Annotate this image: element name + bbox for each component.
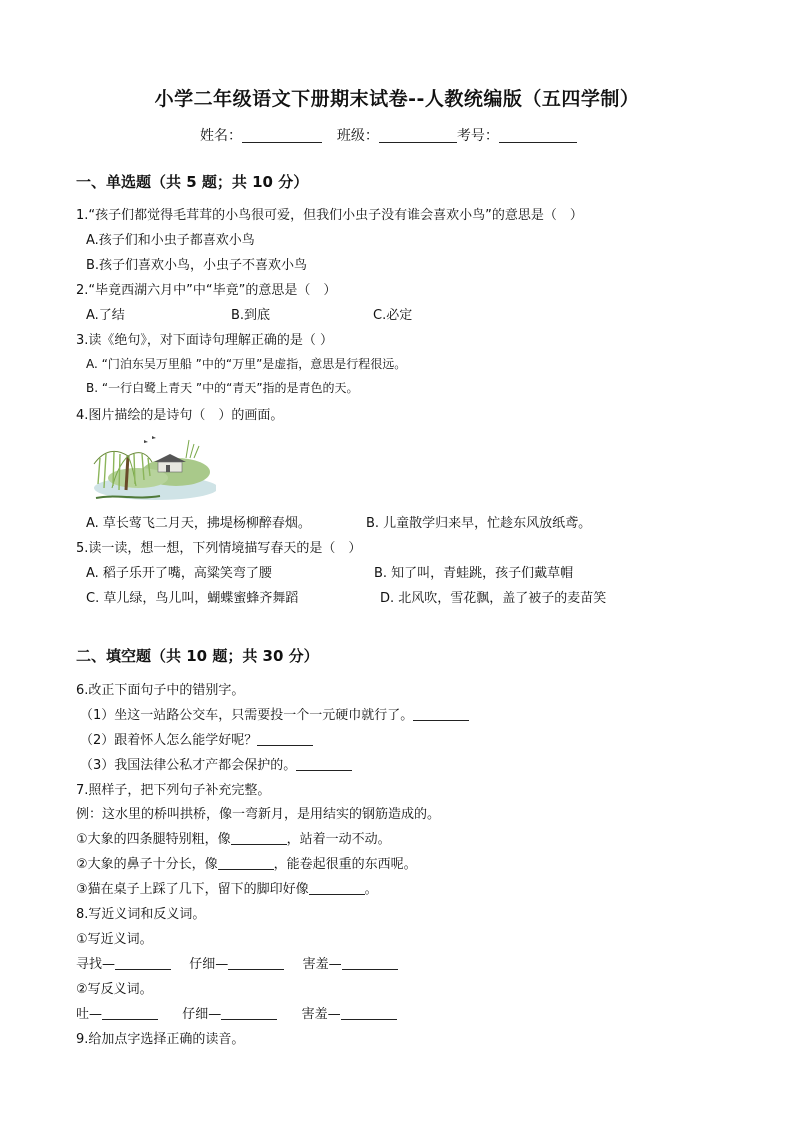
question-3-stem: 3.读《绝句》，对下面诗句理解正确的是（ ）: [76, 333, 334, 348]
answer-blank[interactable]: [342, 957, 398, 970]
class-blank[interactable]: [379, 128, 457, 143]
question-8-part-1: ①写近义词。: [76, 932, 153, 947]
word-prompt: 害羞—: [301, 1007, 341, 1022]
question-2-option-b[interactable]: B.到底: [231, 308, 271, 323]
answer-blank[interactable]: [296, 758, 352, 771]
question-2-option-a[interactable]: A.了结: [86, 308, 125, 323]
question-3-option-b[interactable]: B. “一行白鹭上青天 ”中的“青天”指的是青色的天。: [86, 381, 359, 395]
answer-blank[interactable]: [257, 733, 313, 746]
name-label: 姓名：: [200, 128, 242, 144]
question-5-option-d[interactable]: D. 北风吹，雪花飘，盖了被子的麦苗笑: [380, 591, 607, 606]
answer-blank[interactable]: [218, 857, 274, 870]
class-label: 班级：: [336, 128, 379, 144]
sentence-suffix: ，能卷起很重的东西呢。: [273, 857, 417, 872]
word-prompt: 害羞—: [302, 957, 342, 972]
sentence-prefix: ①大象的四条腿特别粗，像: [76, 832, 231, 847]
answer-blank[interactable]: [221, 1007, 277, 1020]
page-title: 小学二年级语文下册期末试卷--人教统编版（五四学制）: [154, 88, 640, 110]
answer-blank[interactable]: [231, 832, 287, 845]
sentence-text: （2）跟着怀人怎么能学好呢？: [80, 733, 258, 748]
word-prompt: 寻找—: [76, 957, 116, 972]
question-5-stem: 5.读一读，想一想，下列情境描写春天的是（ ）: [76, 541, 362, 556]
sentence-text: （1）坐这一站路公交车，只需要投一个一元硬巾就行了。: [80, 708, 414, 723]
section-heading-fill-in: 二、填空题（共 10 题；共 30 分）: [76, 647, 319, 665]
answer-blank[interactable]: [228, 957, 284, 970]
question-9-stem: 9.给加点字选择正确的读音。: [76, 1032, 245, 1047]
student-info-row: [200, 125, 577, 145]
question-6-sentence-2: [80, 729, 313, 748]
word-prompt: 吐—: [76, 1007, 103, 1022]
sentence-suffix: 。: [364, 882, 378, 897]
question-4-option-a[interactable]: A. 草长莺飞二月天，拂堤杨柳醉春烟。: [86, 516, 311, 531]
question-7-sentence-1: [76, 828, 391, 847]
question-1-option-a[interactable]: A.孩子们和小虫子都喜欢小鸟: [86, 233, 255, 248]
question-6-stem: 6.改正下面句子中的错别字。: [76, 683, 245, 698]
sentence-suffix: ，站着一动不动。: [286, 832, 391, 847]
question-8-stem: 8.写近义词和反义词。: [76, 907, 206, 922]
question-7-sentence-2: [76, 853, 417, 872]
question-4-stem: 4.图片描绘的是诗句（ ）的画面。: [76, 408, 284, 423]
question-1-option-b[interactable]: B.孩子们喜欢小鸟，小虫子不喜欢小鸟: [86, 258, 308, 273]
question-6-sentence-1: [80, 704, 469, 723]
question-2-option-c[interactable]: C.必定: [373, 308, 413, 323]
sentence-text: （3）我国法律公私才产都会保护的。: [80, 758, 297, 773]
question-7-sentence-3: [76, 878, 378, 897]
section-heading-single-choice: 一、单选题（共 5 题；共 10 分）: [76, 173, 309, 191]
name-blank[interactable]: [242, 128, 322, 143]
willow-landscape-image: [86, 428, 216, 506]
answer-blank[interactable]: [102, 1007, 158, 1020]
answer-blank[interactable]: [115, 957, 171, 970]
question-1-stem: 1.“孩子们都觉得毛茸茸的小鸟很可爱，但我们小虫子没有谁会喜欢小鸟”的意思是（ ）: [76, 208, 583, 223]
question-5-option-c[interactable]: C. 草儿绿，鸟儿叫，蝴蝶蜜蜂齐舞蹈: [86, 591, 299, 606]
answer-blank[interactable]: [413, 708, 469, 721]
question-8-synonym-row: [76, 953, 398, 972]
question-6-sentence-3: [80, 754, 352, 773]
question-8-part-2: ②写反义词。: [76, 982, 153, 997]
question-4-option-b[interactable]: B. 儿童散学归来早，忙趁东风放纸鸢。: [366, 516, 592, 531]
answer-blank[interactable]: [309, 882, 365, 895]
question-5-option-b[interactable]: B. 知了叫，青蛙跳，孩子们戴草帽: [374, 566, 574, 581]
exam-number-label: 考号：: [456, 128, 499, 144]
exam-number-blank[interactable]: [499, 128, 577, 143]
question-3-option-a[interactable]: A. “门泊东吴万里船 ”中的“万里”是虚指，意思是行程很远。: [86, 357, 407, 371]
question-7-example: 例：这水里的桥叫拱桥，像一弯新月，是用结实的钢筋造成的。: [76, 807, 441, 822]
sentence-prefix: ②大象的鼻子十分长，像: [76, 857, 218, 872]
question-7-stem: 7.照样子，把下列句子补充完整。: [76, 783, 271, 798]
question-8-antonym-row: [76, 1003, 397, 1022]
answer-blank[interactable]: [341, 1007, 397, 1020]
sentence-prefix: ③猫在桌子上踩了几下，留下的脚印好像: [76, 882, 309, 897]
question-5-option-a[interactable]: A. 稻子乐开了嘴，高粱笑弯了腰: [86, 566, 272, 581]
question-2-stem: 2.“毕竟西湖六月中”中“毕竟”的意思是（ ）: [76, 283, 337, 298]
word-prompt: 仔细—: [189, 957, 229, 972]
word-prompt: 仔细—: [182, 1007, 222, 1022]
